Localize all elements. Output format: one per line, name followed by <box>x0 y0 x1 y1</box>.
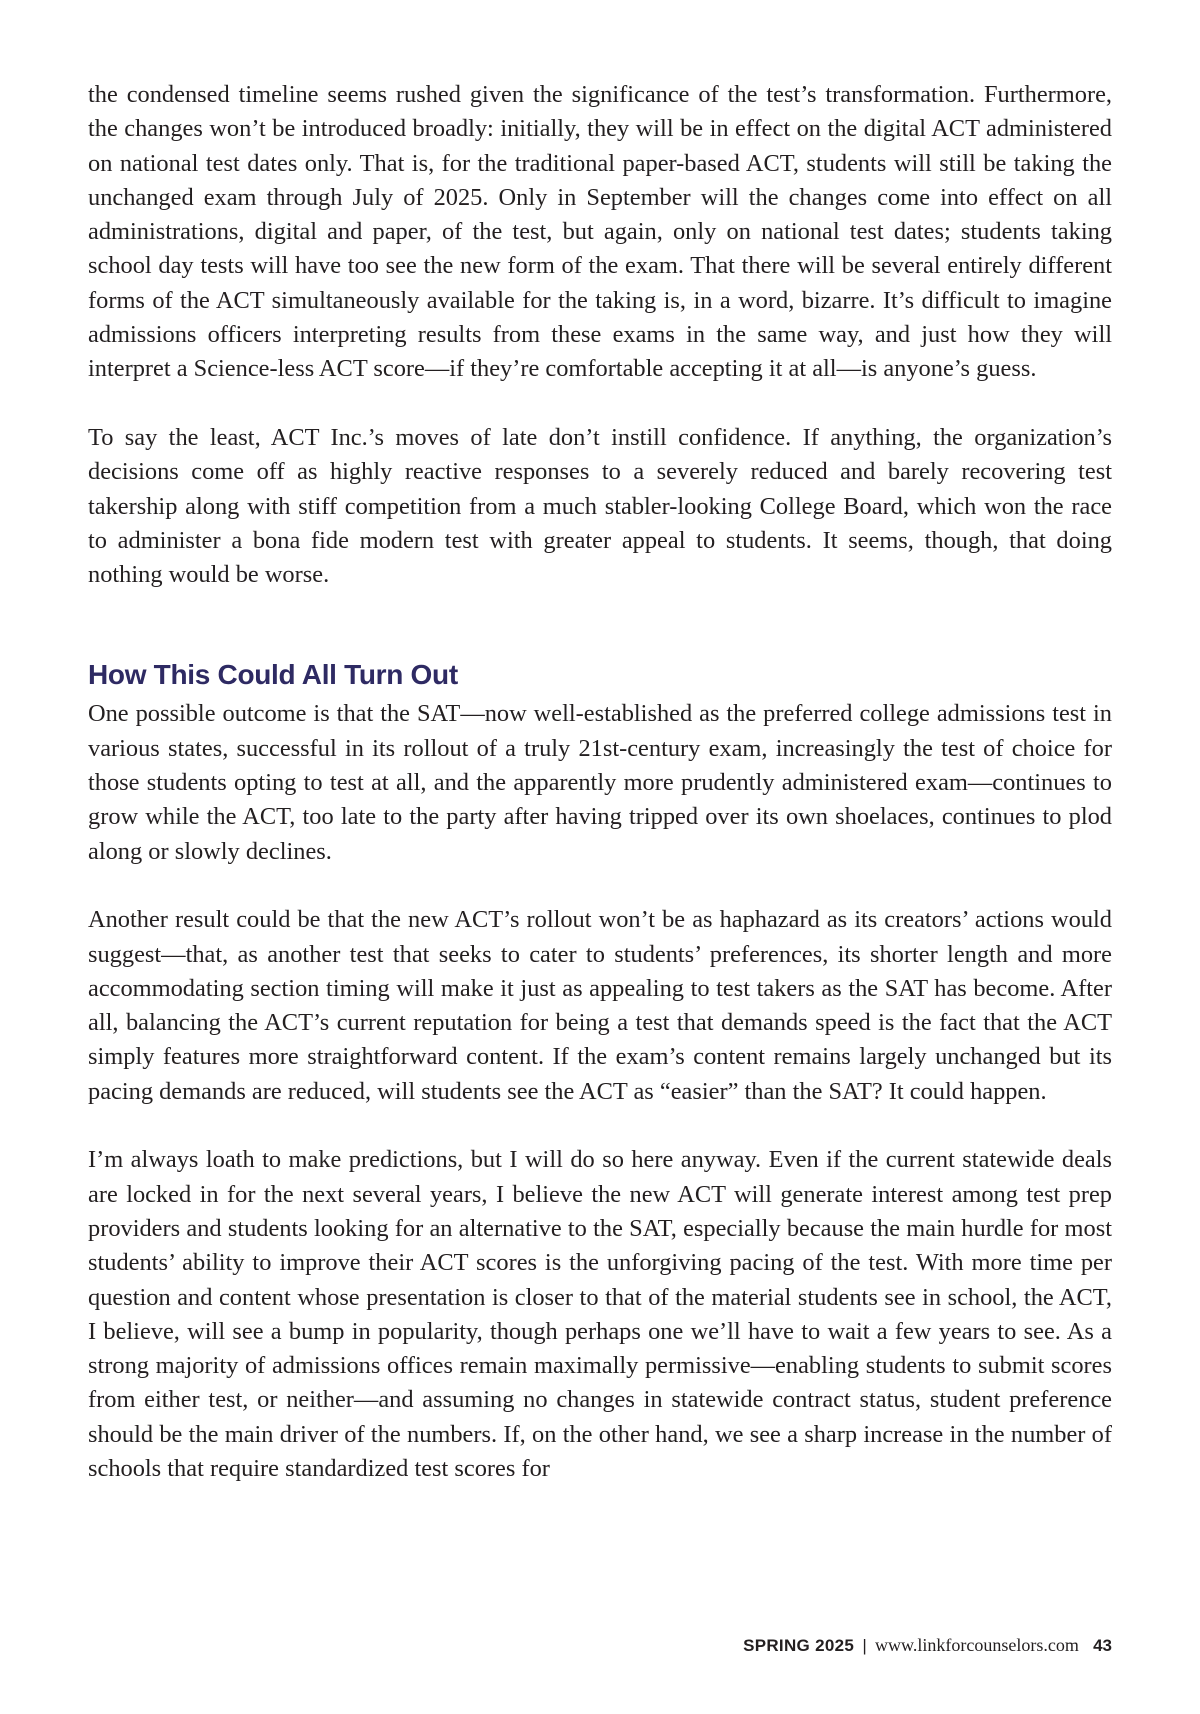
footer-separator: | <box>862 1636 867 1655</box>
page-number: 43 <box>1093 1636 1112 1655</box>
website-link[interactable]: www.linkforcounselors.com <box>875 1635 1079 1655</box>
paragraph-confidence: To say the least, ACT Inc.’s moves of late don’t instill confidence. If anything, the organization’s decisions come off as highly reactive responses to a severely reduced and barely recovering test takership along with stiff competition from a much stabler-looking College Board, which won the race to administer a bona fide modern test with greater appeal to students. It seems, though, that doing nothing would be worse. <box>88 423 1112 589</box>
section-heading: How This Could All Turn Out <box>88 659 458 691</box>
article-body <box>88 78 1112 1486</box>
issue-season: SPRING 2025 <box>743 1636 855 1655</box>
paragraph-prediction: I’m always loath to make predictions, but I will do so here anyway. Even if the current statewide deals are locked in for the next several years, I believe the new ACT will generate interest among test prep providers and students looking for an alternative to the SAT, especially because the main hurdle for most students’ ability to improve their ACT scores is the unforgiving pacing of the test. With more time per question and content whose presentation is closer to that of the material students see in school, the ACT, I believe, will see a bump in popularity, though perhaps one we’ll have to wait a few years to see. As a strong majority of admissions offices remain maximally permissive—enabling students to submit scores from either test, or neither—and assuming no changes in statewide contract status, student preference should be the main driver of the numbers. If, on the other hand, we see a sharp increase in the number of schools that require standardized test scores for <box>88 1146 1112 1482</box>
paragraph-outcome-sat: One possible outcome is that the SAT—now well-established as the preferred college admissions test in various states, successful in its rollout of a truly 21st-century exam, increasingly the test of choice for those students opting to test at all, and the apparently more prudently administered exam—continues to grow while the ACT, too late to the party after having tripped over its own shoelaces, continues to plod along or slowly declines. <box>88 700 1112 865</box>
paragraph-outcome-act: Another result could be that the new ACT’s rollout won’t be as haphazard as its creators’ actions would suggest—that, as another test that seeks to cater to students’ preferences, its shorter length and more accommodating section timing will make it just as appealing to test takers as the SAT has become. After all, balancing the ACT’s current reputation for being a test that demands speed is the fact that the ACT simply features more straightforward content. If the exam’s content remains largely unchanged but its pacing demands are reduced, will students see the ACT as “easier” than the SAT? It could happen. <box>88 906 1112 1105</box>
page-footer <box>743 1634 1112 1657</box>
paragraph-timeline: the condensed timeline seems rushed given the significance of the test’s transformation. Furthermore, the changes won’t be introduced broadly: initially, they will be in effect on the digital ACT administered on national test dates only. That is, for the traditional paper-based ACT, students will still be taking the unchanged exam through July of 2025. Only in September will the changes come into effect on all administrations, digital and paper, of the test, but again, only on national test dates; students taking school day tests will have too see the new form of the exam. That there will be several entirely different forms of the ACT simultaneously available for the taking is, in a word, bizarre. It’s difficult to imagine admissions officers interpreting results from these exams in the same way, and just how they will interpret a Science-less ACT score—if they’re comfortable accepting it at all—is anyone’s guess. <box>88 81 1112 383</box>
